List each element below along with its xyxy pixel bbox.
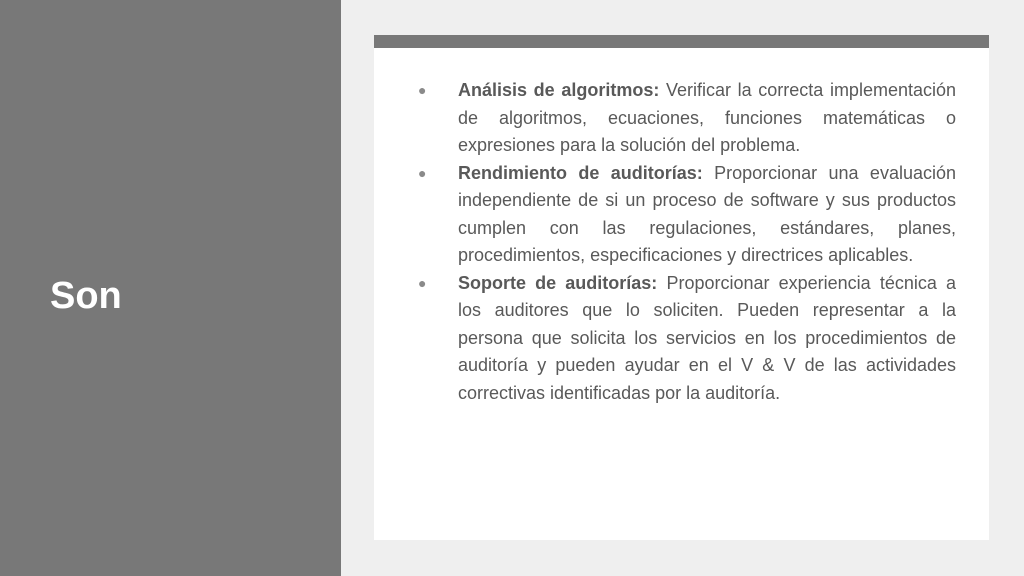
bullet-list <box>418 77 956 407</box>
bullet-term: Soporte de auditorías: <box>458 272 667 293</box>
bullet-dot-icon: ● <box>418 274 427 291</box>
bullet-term: Análisis de algoritmos: <box>458 80 666 100</box>
bullet-text: Verificar la correcta implementación de algoritmos, ecuaciones, funciones matemáticas o expresiones para la solución del problema. <box>458 80 956 155</box>
bullet-dot-icon: ● <box>418 82 427 98</box>
bullet-text: Proporcionar una evaluación independiente de si un proceso de software y sus productos cumplen con las regulaciones, estándares, planes, procedimientos, especificaciones y directrices aplicables. <box>458 162 956 265</box>
card-top-bar <box>374 35 989 48</box>
bullet-text: Proporcionar experiencia técnica a los auditores que lo soliciten. Pueden representar a la persona que solicita los servicios en los procedimientos de auditoría y pueden ayudar en el V & V de las actividades correctivas identificadas por la auditoría. <box>458 272 956 403</box>
bullet-term: Rendimiento de auditorías: <box>458 162 715 183</box>
bullet-item-audit-performance <box>418 160 956 270</box>
bullet-dot-icon: ● <box>418 164 427 181</box>
bullet-item-algorithm-analysis <box>418 77 956 160</box>
bullet-item-audit-support <box>418 270 956 408</box>
content-card <box>374 35 989 540</box>
left-title-panel <box>0 0 341 576</box>
slide-title: Son <box>50 275 122 317</box>
